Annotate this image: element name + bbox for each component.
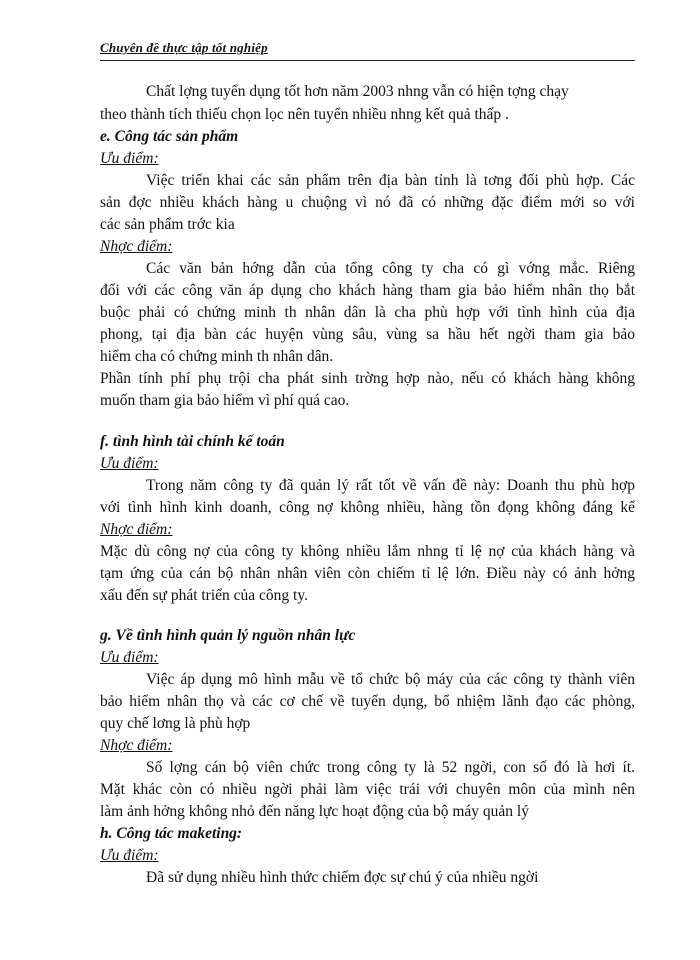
paragraph-line: Số lợng cán bộ viên chức trong công ty là 52 ngời, con số đó là hơi ít. [146, 759, 635, 776]
paragraph-line: Đã sử dụng nhiều hình thức chiếm đợc sự chú ý của nhiều ngời [146, 869, 539, 886]
disadvantage-label: Nhợc điểm: [100, 737, 173, 754]
advantage-label: Ưu điểm: [100, 455, 159, 472]
paragraph-line: làm ảnh hởng không nhỏ đến năng lực hoạt động của bộ máy quản lý [100, 803, 529, 820]
advantage-label: Ưu điểm: [100, 150, 159, 167]
section-heading: h. Công tác maketing: [100, 825, 243, 842]
header-title: Chuyên đề thực tập tốt nghiệp [100, 40, 268, 55]
paragraph-line: Trong năm công ty đã quản lý rất tốt về vấn đề này: Doanh thu phù hợp [146, 477, 635, 494]
paragraph-line: Các văn bản hớng dẫn của tổng công ty cha có gì vớng mắc. Riêng [146, 260, 635, 277]
paragraph-line: đối với các công văn áp dụng cho khách hàng tham gia bảo hiểm nhân thọ bắt [100, 282, 635, 299]
paragraph-line: bảo hiểm nhân thọ và các cơ chế về tuyển dụng, bổ nhiệm lãnh đạo các phòng, [100, 693, 635, 710]
paragraph-line: theo thành tích thiếu chọn lọc nên tuyển nhiều nhng kết quả thấp . [100, 106, 509, 123]
advantage-label: Ưu điểm: [100, 649, 159, 666]
paragraph-line: Việc áp dụng mô hình mẫu về tổ chức bộ máy của các công ty thành viên [146, 671, 635, 688]
section-heading: f. tình hình tài chính kế toán [100, 433, 285, 450]
advantage-label: Ưu điểm: [100, 847, 159, 864]
disadvantage-label: Nhợc điểm: [100, 238, 173, 255]
paragraph-line: buộc phải có chứng minh th nhân dân là cha phù hợp với tình hình của địa [100, 304, 635, 321]
section-heading: e. Công tác sản phẩm [100, 128, 239, 145]
paragraph-line: Phần tính phí phụ trội cha phát sinh trờng hợp nào, nếu có khách hàng không [100, 370, 635, 387]
paragraph-line: Việc triển khai các sản phẩm trên địa bàn tỉnh là tơng đối phù hợp. Các [146, 172, 635, 189]
paragraph-line: Chất lợng tuyển dụng tốt hơn năm 2003 nhng vẫn có hiện tợng chạy [146, 83, 569, 100]
paragraph-line: hiểm cha có chứng minh th nhân dân. [100, 348, 334, 365]
disadvantage-label: Nhợc điểm: [100, 521, 173, 538]
paragraph-line: tạm ứng của cán bộ nhân nhân viên còn chiếm tỉ lệ lớn. Điều này có ảnh hởng [100, 565, 635, 582]
paragraph-line: các sản phẩm trớc kia [100, 216, 235, 233]
paragraph-line: sản đợc nhiều khách hàng u chuộng vì nó đã có những đặc điểm mới so với [100, 194, 635, 211]
paragraph-line: Mặc dù công nợ của công ty không nhiều lắm nhng tỉ lệ nợ của khách hàng và [100, 543, 635, 560]
paragraph-line: Mặt khác còn có nhiều ngời phải làm việc trái với chuyên môn của mình nên [100, 781, 635, 798]
paragraph-line: xấu đến sự phát triển của công ty. [100, 587, 308, 604]
paragraph-line: muốn tham gia bảo hiểm vì phí quá cao. [100, 392, 350, 409]
page-header [100, 38, 635, 61]
paragraph-line: với tình hình kinh doanh, công nợ không nhiều, hàng tồn đọng không đáng kể [100, 499, 635, 516]
paragraph-line: phong, tại địa bàn các huyện vùng sâu, vùng sa hầu hết ngời tham gia bảo [100, 326, 635, 343]
section-heading: g. Về tình hình quản lý nguồn nhân lực [100, 627, 356, 644]
paragraph-line: quy chế lơng là phù hợp [100, 715, 251, 732]
